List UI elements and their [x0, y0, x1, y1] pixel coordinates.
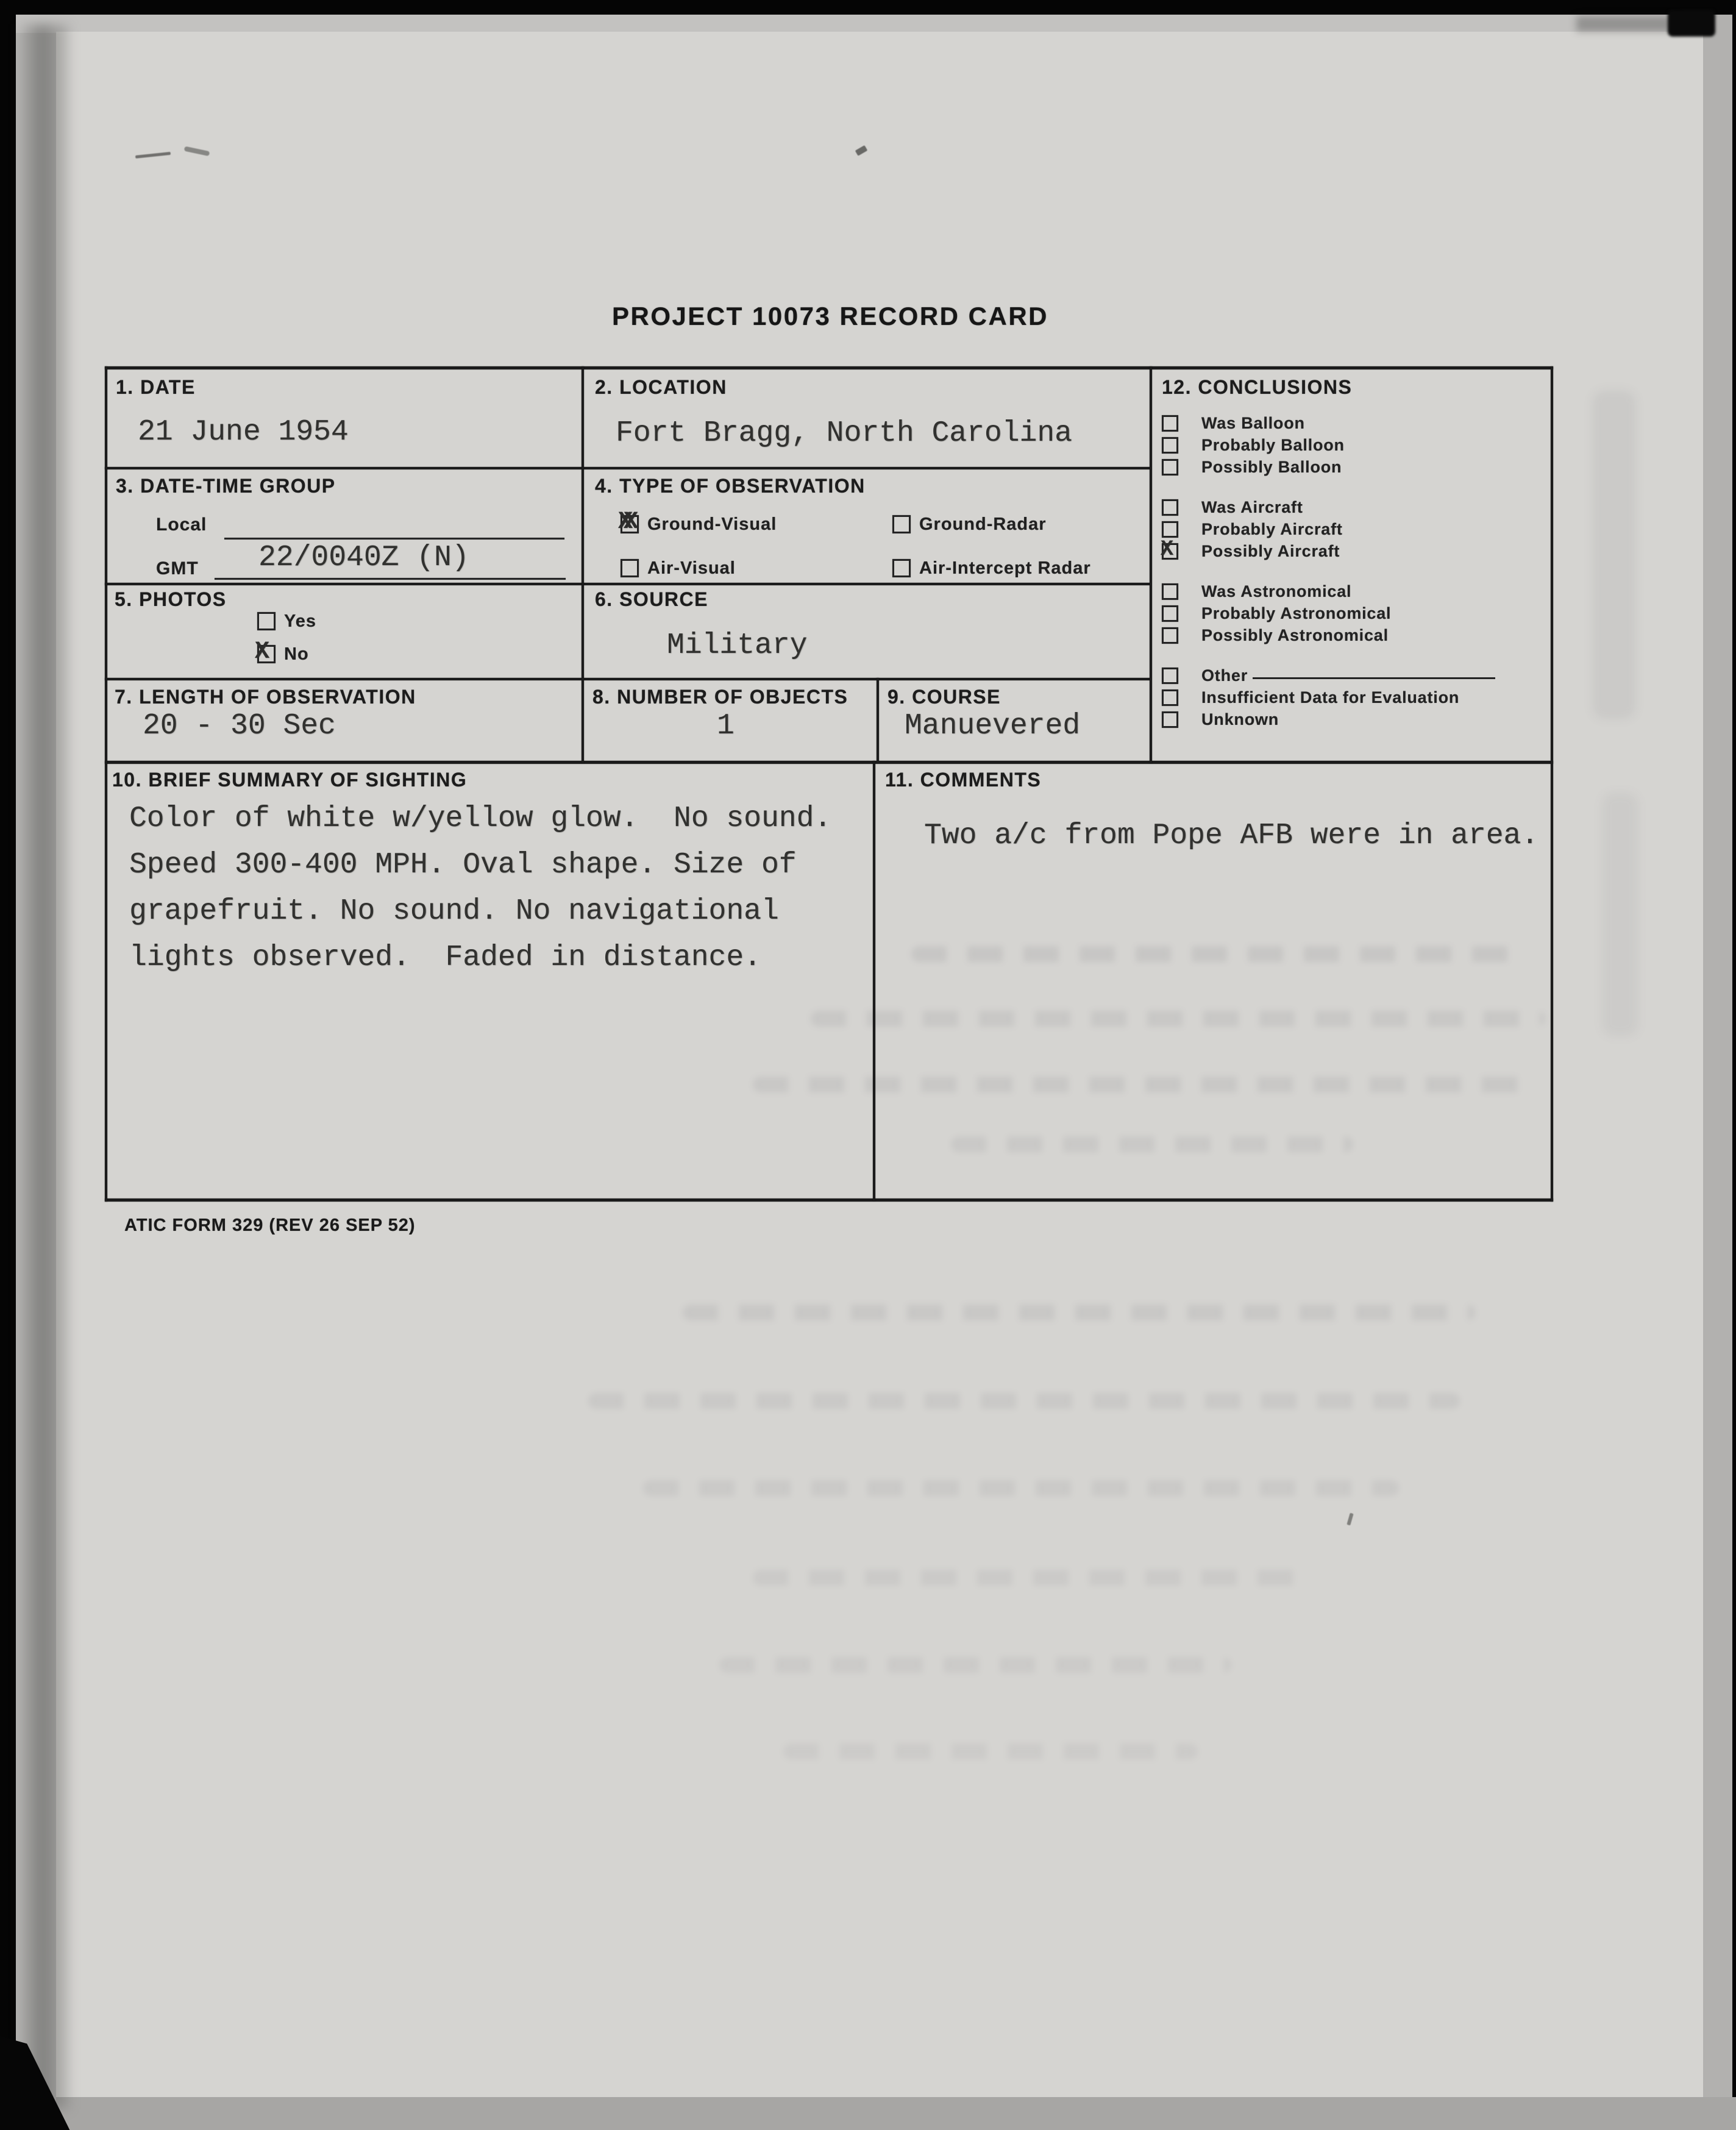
comments-label: 11. COMMENTS	[885, 769, 1042, 791]
form-grid-line	[873, 761, 875, 1201]
checkbox-option	[257, 612, 316, 630]
form-grid-line	[105, 467, 1151, 469]
scan-artifact-corner-blob	[1668, 10, 1715, 37]
checkbox	[1162, 437, 1178, 454]
checkbox-option	[1162, 496, 1552, 518]
source-value: Military	[667, 629, 808, 662]
date-label: 1. DATE	[116, 376, 196, 398]
checkbox	[892, 559, 911, 577]
checkbox-option-label: Possibly Aircraft	[1201, 541, 1340, 560]
checkbox-option	[1162, 412, 1552, 434]
checkbox	[255, 638, 276, 666]
checkbox-option-label: Unknown	[1201, 710, 1279, 728]
form-grid-line	[105, 678, 1151, 680]
comments-value: Two a/c from Pope AFB were in area.	[924, 819, 1539, 852]
checkbox	[1162, 689, 1178, 706]
checkbox-option	[1162, 686, 1552, 708]
scan-artifact-bleedthrough	[811, 1011, 1545, 1027]
date-time-group-label: 3. DATE-TIME GROUP	[116, 475, 336, 497]
checkbox-option-label: Probably Balloon	[1201, 435, 1345, 454]
checkbox	[892, 515, 911, 533]
course-value: Manuevered	[905, 710, 1081, 743]
form-grid-line	[877, 678, 879, 763]
checkbox	[1162, 627, 1178, 644]
checkbox-option	[1162, 456, 1552, 478]
checkbox-option-label: Yes	[284, 611, 316, 631]
scan-artifact-bleedthrough	[783, 1744, 1198, 1759]
course-label: 9. COURSE	[888, 686, 1001, 708]
checkbox	[1162, 668, 1178, 684]
photos-label: 5. PHOTOS	[115, 588, 227, 610]
checkbox-option	[618, 508, 892, 536]
brief-summary-text	[129, 802, 831, 988]
brief-summary-line: Color of white w/yellow glow. No sound.	[129, 802, 832, 835]
scan-artifact-bleedthrough	[1592, 390, 1636, 719]
checkbox-option	[255, 638, 316, 666]
local-underline	[224, 538, 564, 540]
checkbox	[621, 559, 639, 577]
scan-artifact-bleedthrough	[588, 1393, 1460, 1409]
checkbox-option	[1162, 708, 1552, 730]
length-of-observation-label: 7. LENGTH OF OBSERVATION	[115, 686, 416, 708]
checkbox	[1162, 711, 1178, 728]
brief-summary-line: grapefruit. No sound. No navigational	[129, 895, 779, 928]
form-grid-line	[105, 1199, 1553, 1202]
form-grid-line	[1150, 366, 1152, 763]
date-value: 21 June 1954	[138, 416, 349, 449]
photos-options	[255, 611, 316, 666]
checkbox-option-label: Possibly Balloon	[1201, 457, 1342, 476]
checkbox	[1162, 521, 1178, 538]
scan-artifact-bleedthrough	[753, 1570, 1301, 1586]
checkbox-option-label: Was Astronomical	[1201, 582, 1352, 600]
form-grid-line	[105, 366, 1553, 369]
location-label: 2. LOCATION	[595, 376, 727, 398]
paper-bottom-shade	[56, 2097, 1736, 2130]
checkbox-option-label: Air-Intercept Radar	[919, 558, 1091, 578]
checkbox	[1162, 605, 1178, 622]
checkbox-option-label: Other	[1201, 668, 1495, 684]
page-title: PROJECT 10073 RECORD CARD	[612, 302, 1049, 330]
scan-artifact-bleedthrough	[1602, 793, 1638, 1036]
checkbox-option	[1162, 580, 1552, 602]
brief-summary-line: lights observed. Faded in distance.	[129, 941, 761, 974]
checkbox-option-label: Was Balloon	[1201, 413, 1305, 432]
checkbox	[1161, 536, 1178, 561]
brief-summary-line: Speed 300-400 MPH. Oval shape. Size of	[129, 849, 797, 882]
source-label: 6. SOURCE	[595, 588, 708, 610]
brief-summary-label: 10. BRIEF SUMMARY OF SIGHTING	[112, 769, 468, 791]
checkbox-option	[1161, 536, 1552, 562]
checkbox-mark: XX	[618, 508, 630, 536]
conclusions-label: 12. CONCLUSIONS	[1162, 376, 1353, 398]
checkbox	[1162, 459, 1178, 476]
checkbox-option-label: Ground-Visual	[647, 514, 777, 534]
checkbox-mark: X	[255, 638, 261, 666]
checkbox-option-label: Air-Visual	[647, 558, 736, 578]
gmt-underline	[215, 578, 566, 580]
checkbox-option-label: Probably Astronomical	[1201, 604, 1392, 622]
checkbox-option	[1162, 434, 1552, 456]
location-value: Fort Bragg, North Carolina	[616, 417, 1072, 450]
type-of-observation-label: 4. TYPE OF OBSERVATION	[595, 475, 866, 497]
checkbox-option-label: Possibly Astronomical	[1201, 625, 1389, 644]
number-of-objects-label: 8. NUMBER OF OBJECTS	[592, 686, 848, 708]
checkbox-option	[621, 559, 892, 577]
checkbox	[1162, 415, 1178, 432]
checkbox	[1162, 583, 1178, 600]
conclusions-options	[1162, 412, 1552, 730]
checkbox-mark: X	[1161, 536, 1165, 561]
paper-right-shade	[1703, 15, 1732, 2130]
form-grid-line	[105, 366, 107, 1202]
gmt-label: GMT	[156, 558, 199, 579]
paper-top-shade	[16, 15, 1732, 33]
scan-artifact-bleedthrough	[643, 1480, 1399, 1496]
checkbox	[257, 612, 276, 630]
checkbox-option	[1162, 664, 1552, 686]
checkbox	[618, 508, 639, 536]
local-label: Local	[156, 515, 207, 535]
scan-artifact-left-smudge	[18, 24, 69, 2109]
checkbox-option	[1162, 602, 1552, 624]
number-of-objects-value: 1	[717, 710, 735, 743]
scan-artifact-bleedthrough	[911, 946, 1521, 962]
checkbox-option	[892, 515, 1145, 533]
checkbox-option	[1162, 624, 1552, 646]
checkbox-option-label: Was Aircraft	[1201, 497, 1303, 516]
scan-artifact-bleedthrough	[951, 1136, 1353, 1152]
scan-artifact-corner-smear	[1576, 16, 1680, 32]
checkbox-option-label: No	[284, 644, 309, 664]
form-number: ATIC FORM 329 (REV 26 SEP 52)	[124, 1216, 416, 1235]
type-of-observation-options	[618, 502, 1145, 590]
scan-artifact-bleedthrough	[753, 1077, 1527, 1092]
form-grid-line	[105, 761, 1553, 764]
form-grid-line	[582, 366, 584, 763]
paper	[56, 32, 1708, 2098]
scan-artifact-bleedthrough	[719, 1657, 1231, 1673]
checkbox-option	[892, 559, 1145, 577]
checkbox-option-label: Ground-Radar	[919, 514, 1047, 534]
checkbox-option-label: Insufficient Data for Evaluation	[1201, 688, 1460, 707]
checkbox-option-label: Probably Aircraft	[1201, 519, 1343, 538]
scan-artifact-bleedthrough	[683, 1305, 1475, 1320]
checkbox-option	[1162, 518, 1552, 540]
length-of-observation-value: 20 - 30 Sec	[143, 710, 336, 743]
checkbox	[1162, 499, 1178, 516]
gmt-value: 22/0040Z (N)	[258, 541, 469, 574]
